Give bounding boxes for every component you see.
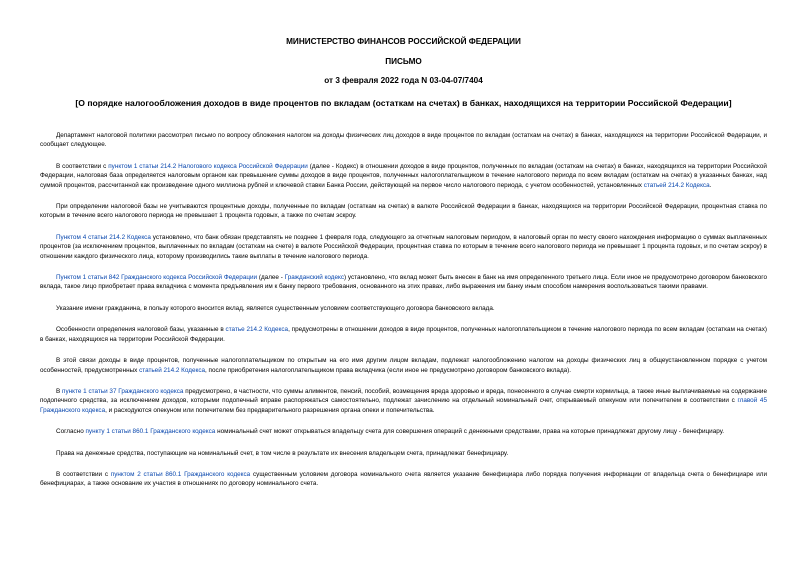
law-reference-link[interactable]: пунктом 1 статьи 214.2 Налогового кодекса Российской Федерации	[108, 162, 308, 170]
law-reference-link[interactable]: пункте 1 статьи 37 Гражданского кодекса	[62, 387, 184, 395]
law-reference-link[interactable]: Пунктом 1 статьи 842 Гражданского кодекса Российской Федерации	[56, 274, 258, 282]
law-reference-link[interactable]: статьей 214.2 Кодекса	[139, 366, 206, 374]
law-reference-link[interactable]: Пунктом 4 статьи 214.2 Кодекса	[56, 233, 151, 241]
paragraph-text: , после приобретения налогоплательщиком права вкладчика (если иное не предусмотрено договором банковского вклада).	[205, 366, 572, 374]
paragraph-text: номинальный счет может открываться владельцу счета для совершения операций с денежными средствами, права на которые принадлежат другому лицу - бенефициару.	[215, 428, 725, 436]
law-reference-link[interactable]: пунктом 2 статьи 860.1 Гражданского кодекса	[110, 470, 251, 478]
paragraph-text: , и расходуются опекуном или попечителем без предварительного разрешения органа опеки и попечительства.	[105, 406, 435, 414]
paragraph-text: , предусмотрены в отношении доходов в виде процентов, полученных налогоплательщиком в течение налогового периода по всем вкладам (остаткам на счетах) в банках, находящихся на территории Российской Федерации.	[40, 326, 767, 343]
paragraph	[40, 273, 767, 292]
law-reference-link[interactable]: статьей 214.2 Кодекса	[643, 181, 710, 189]
paragraph-text: установлено, что банк обязан представлять не позднее 1 февраля года, следующего за отчетным налоговым периодом, в налоговый орган по месту своего нахождения информацию о суммах выплаченных процентов (за исключением процентов, выплаченных по вкладам (остаткам на счете) в валюте Российской Федерации, процентная ставка по которым в течение всего налогового периода не превышает 1 процента годовых, и по счетам эскроу) в отношении каждого физического лица, которому производились такие выплаты в течение налогового периода.	[40, 233, 767, 260]
paragraph	[40, 470, 767, 489]
document-type: ПИСЬМО	[385, 57, 422, 66]
paragraph	[40, 202, 767, 221]
paragraph-text: Особенности определения налоговой базы, указанные в	[56, 326, 226, 334]
paragraph	[40, 356, 767, 375]
paragraph	[40, 325, 767, 344]
paragraph	[40, 449, 767, 458]
law-reference-link[interactable]: статье 214.2 Кодекса	[225, 326, 289, 334]
document-body	[40, 109, 767, 489]
paragraph-text: (далее -	[257, 274, 285, 282]
paragraph-text: В	[56, 387, 63, 395]
document-date-number: от 3 февраля 2022 года N 03-04-07/7404	[324, 76, 483, 85]
ministry-heading: МИНИСТЕРСТВО ФИНАНСОВ РОССИЙСКОЙ ФЕДЕРАЦИИ	[286, 37, 521, 46]
document-subject: [О порядке налогообложения доходов в виде процентов по вкладам (остаткам на счетах) в банках, находящихся на территории Российской Федерации]	[75, 98, 732, 108]
law-reference-link[interactable]: главой 45 Гражданского кодекса	[40, 397, 767, 414]
paragraph-text: ) установлено, что вклад может быть внесен в банк на имя определенного третьего лица. Если иное не предусмотрено договором банковского вклада, такое лицо приобретает права вкладчика с момента предъявления им к банку первого требования, основанного на этих правах, либо выражения им банку иным способом намерения воспользоваться такими правами.	[40, 274, 767, 291]
paragraph-text: При определении налоговой базы не учитываются процентные доходы, полученные по вкладам (остаткам на счетах) в валюте Российской Федерации в банках, находящихся на территории Российской Федерации, процентная ставка по которым в течение всего налогового периода не превышает 1 процента годовых, а также по счетам эскроу.	[40, 203, 767, 220]
paragraph	[40, 387, 767, 415]
paragraph	[40, 162, 767, 190]
paragraph-text: В соответствии с	[56, 470, 111, 478]
paragraph-text: предусмотрено, в частности, что суммы алиментов, пенсий, пособий, возмещения вреда здоровью и вреда, понесенного в случае смерти кормильца, а также иные выплачиваемые на содержание подопечного средства, за исключением доходов, которыми подопечный вправе распоряжаться самостоятельно, подлежат зачислению на отдельный номинальный счет, открываемый опекуном или попечителем в соответствии с	[40, 387, 767, 405]
paragraph-text: Департамент налоговой политики рассмотрел письмо по вопросу обложения налогом на доходы физических лиц доходов в виде процентов по вкладам (остаткам на счетах) в банках, находящихся на территории Российской Федерации, и сообщает следующее.	[40, 132, 767, 149]
paragraph-text: В этой связи доходы в виде процентов, полученные налогоплательщиком по открытым на его имя другим лицом вкладам, подлежат налогообложению налогом на доходы физических лиц в общеустановленном порядке с учетом особенностей, предусмотренных	[40, 357, 767, 374]
paragraph-text: (далее - Кодекс) в отношении доходов в виде процентов, полученных по вкладам (остаткам на счетах) в банках, находящихся на территории Российской Федерации, налоговая база определяется налоговым органом как превышение суммы доходов в виде процентов, полученных налогоплательщиком в течение налогового периода по всем вкладам (остаткам на счетах) в указанных банках, над суммой процентов, рассчитанной как произведение одного миллиона рублей и ключевой ставки Банка России, действующей на первое число налогового периода, с учетом особенностей, установленных	[40, 162, 767, 189]
paragraph-text: существенным условием договора номинального счета является указание бенефициара либо порядка получения информации от владельца счета о бенефициаре или бенефициарах, а также основание их участия в отношениях по договору номинального счета.	[40, 470, 767, 488]
paragraph-text: В соответствии с	[56, 162, 109, 170]
law-reference-link[interactable]: пункту 1 статьи 860.1 Гражданского кодекса	[85, 428, 216, 436]
paragraph-text: Согласно	[56, 428, 86, 436]
paragraph-text: Права на денежные средства, поступающие на номинальный счет, в том числе в результате их внесения владельцем счета, принадлежат бенефициару.	[56, 449, 509, 457]
paragraph	[40, 427, 767, 436]
paragraph	[40, 233, 767, 261]
law-reference-link[interactable]: Гражданский кодекс	[284, 274, 345, 282]
paragraph	[40, 131, 767, 150]
paragraph-text: .	[709, 181, 712, 189]
paragraph	[40, 304, 767, 313]
paragraph-text: Указание имени гражданина, в пользу которого вносится вклад, является существенным условием соответствующего договора банковского вклада.	[56, 304, 495, 312]
